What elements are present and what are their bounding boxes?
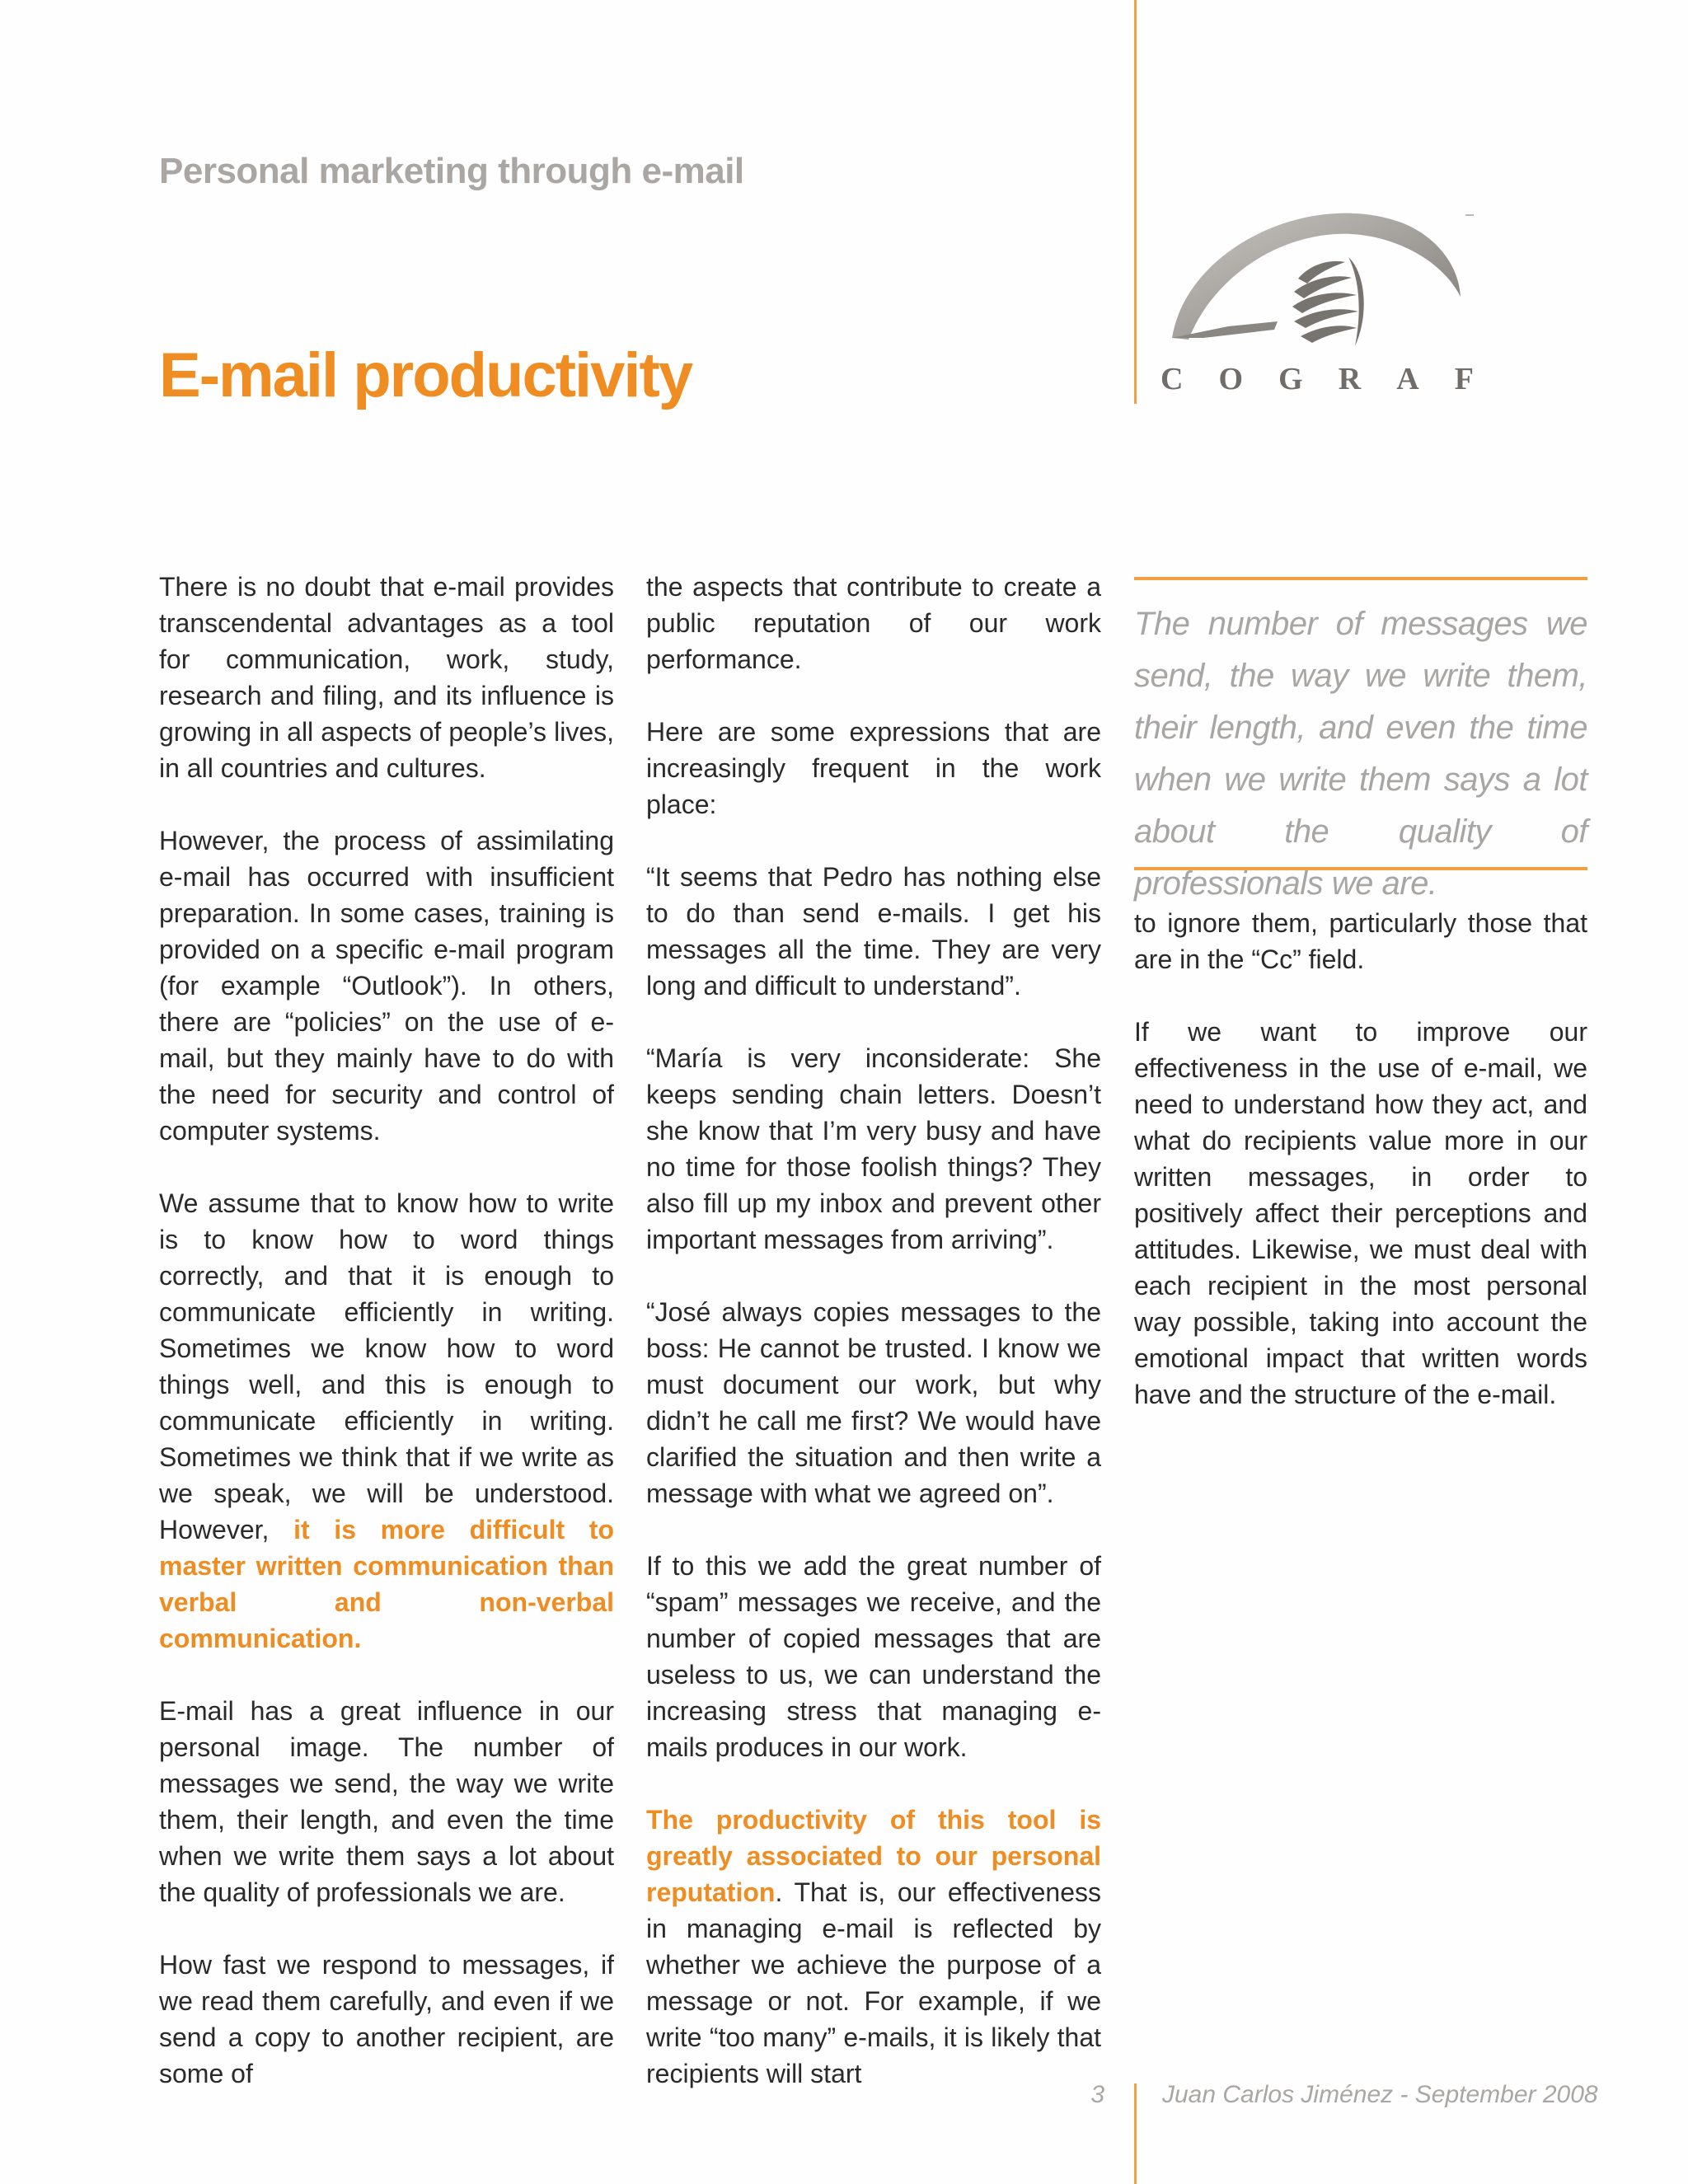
logo-letter: R (1338, 362, 1362, 396)
highlighted-text: it is more difficult to master written communication than verbal and non-verbal communication. (159, 1515, 615, 1653)
paragraph: the aspects that contribute to create a public reputation of our work performance. (646, 572, 1101, 674)
logo-letter: O (1218, 362, 1244, 396)
stylized-eye-icon (1154, 198, 1484, 354)
paragraph (646, 1802, 1101, 2092)
body-column-3 (1134, 905, 1587, 1413)
paragraph: Here are some expressions that are increasingly frequent in the work place: (646, 717, 1101, 819)
footer-author-date: Juan Carlos Jiménez - September 2008 (1162, 2081, 1598, 2108)
quote-paragraph: “It seems that Pedro has nothing else to do than send e-mails. I get his messages all the time. They are very long and difficult to understand”. (646, 862, 1101, 1001)
vertical-divider-top (1134, 0, 1137, 404)
logo-letter: C (1160, 362, 1184, 396)
body-column-2 (646, 569, 1101, 2092)
vertical-divider-bottom (1134, 2083, 1137, 2184)
quote-paragraph: “María is very inconsiderate: She keeps sending chain letters. Doesn’t she know that I’m very busy and have no time for those foolish things? They also fill up my inbox and prevent other important messages from arriving”. (646, 1043, 1101, 1254)
paragraph: However, the process of assimilating e-mail has occurred with insufficient preparation. In some cases, training is provided on a specific e-mail program (for example “Outlook”). In others, there are “policies” on the use of e-mail, but they mainly have to do with the need for security and control of computer systems. (159, 826, 614, 1146)
highlighted-text: The productivity of this tool is greatly associated to our personal reputation (646, 1805, 1101, 1907)
pull-quote-text: The number of messages we send, the way we write them, their length, and even the time when we write them says a lot about the quality of professionals we are. (1134, 606, 1587, 902)
paragraph: E-mail has a great influence in our personal image. The number of messages we send, the way we write them, their length, and even the time when we write them says a lot about the quality of professionals we are. (159, 1696, 614, 1907)
quote-paragraph: “José always copies messages to the boss: He cannot be trusted. I know we must document our work, but why didn’t he call me first? We would have clarified the situation and then write a message with what we agreed on”. (646, 1297, 1101, 1508)
pull-quote (1134, 577, 1587, 902)
paragraph-text: . That is, our effectiveness in managing e-mail is reflected by whether we achieve the purpose of a message or not. For example, if we write “too many” e-mails, it is likely that recipients will start (646, 1877, 1101, 2088)
logo-letter: A (1396, 362, 1419, 396)
paragraph (159, 1185, 614, 1657)
logo-letter: F (1454, 362, 1474, 396)
paragraph: If to this we add the great number of “spam” messages we receive, and the number of copied messages that are useless to us, we can understand the increasing stress that managing e-mails produces in our work. (646, 1551, 1101, 1762)
page-number: 3 (1090, 2081, 1104, 2108)
paragraph-text: We assume that to know how to write is to know how to word things correctly, and that it is enough to communicate efficiently in writing. Sometimes we know how to word things well, and this is enough to communicate efficiently in writing. Sometimes we think that if we write as we speak, we will be understood. However, (159, 1188, 614, 1544)
paragraph: How fast we respond to messages, if we read them carefully, and even if we send a copy to another recipient, are some of (159, 1950, 614, 2088)
body-column-1 (159, 569, 614, 2092)
paragraph: If we want to improve our effectiveness in the use of e-mail, we need to understand how they act, and what do recipients value more in our written messages, in order to positively affect their perceptions and attitudes. Likewise, we must deal with each recipient in the most personal way possible, taking into account the emotional impact that written words have and the structure of the e-mail. (1134, 1017, 1587, 1409)
page-title: E-mail productivity (159, 340, 692, 410)
cograf-logo (1154, 198, 1484, 412)
paragraph: to ignore them, particularly those that are in the “Cc” field. (1134, 908, 1587, 974)
logo-wordmark (1160, 361, 1474, 397)
logo-letter: G (1278, 362, 1303, 396)
section-title: Personal marketing through e-mail (159, 151, 744, 191)
paragraph: There is no doubt that e-mail provides transcendental advantages as a tool for communication, work, study, research and filing, and its influence is growing in all aspects of people’s lives, in all countries and cultures. (159, 572, 614, 783)
